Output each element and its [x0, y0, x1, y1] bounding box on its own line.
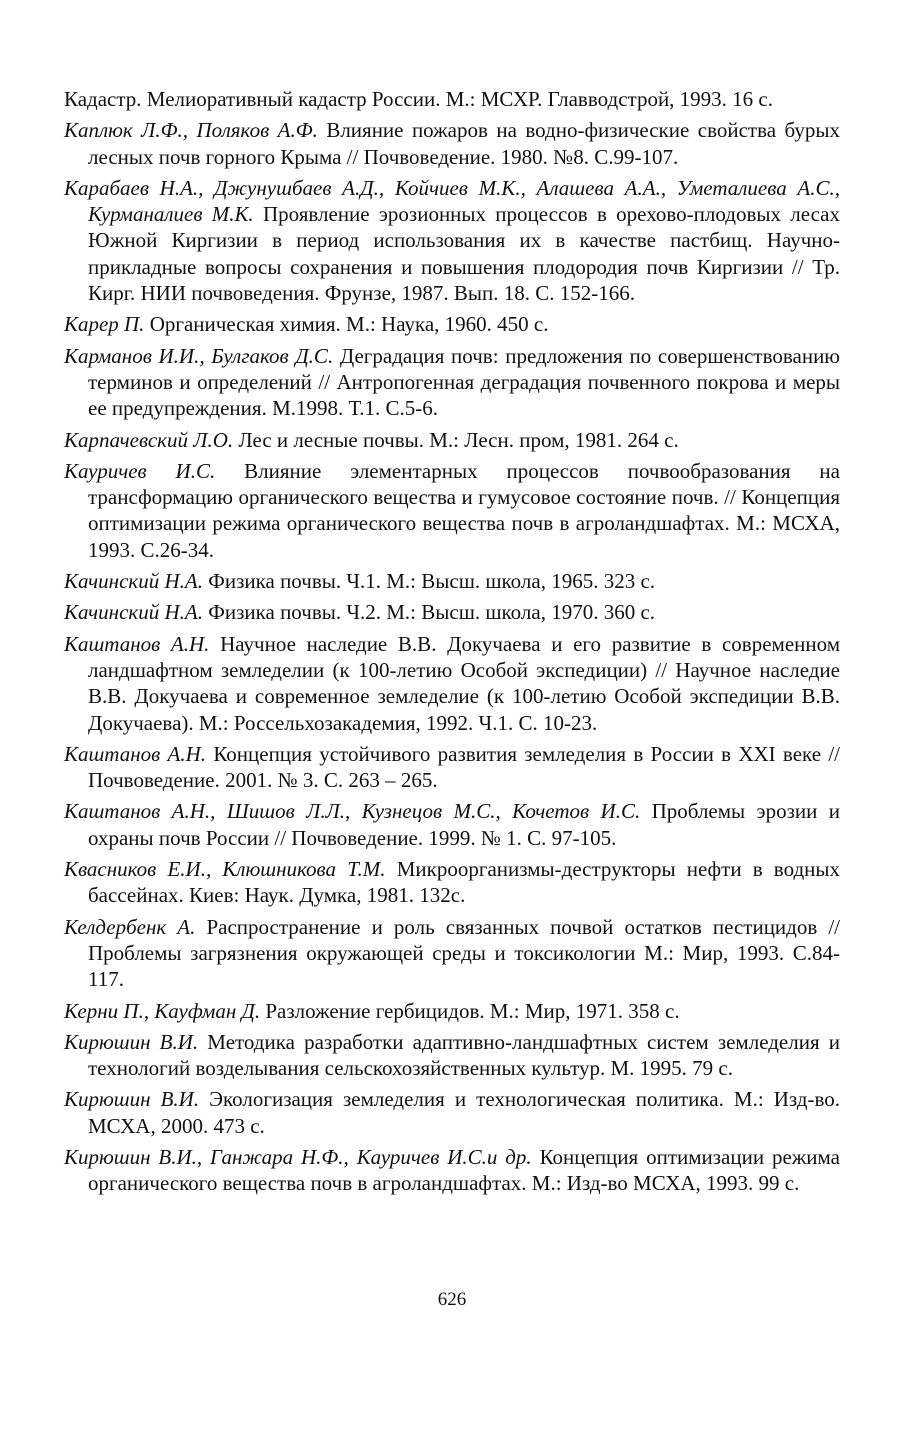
reference-authors: Керни П., Кауфман Д.: [64, 998, 261, 1023]
reference-entry: [64, 914, 840, 993]
reference-authors: Качинский Н.А.: [64, 569, 203, 594]
reference-entry: [64, 117, 840, 170]
reference-authors: Кирюшин В.И., Ганжара Н.Ф., Кауричев И.С.и др.: [64, 1144, 532, 1169]
reference-text: Распространение и роль связанных почвой остатков пестицидов // Проблемы загрязнения окружающей среды и токсикологии М.: Мир, 1993. С.84-117.: [88, 914, 841, 992]
reference-text: Проявление эрозионных процессов в орехово-плодовых лесах Южной Киргизии в период использования их в качестве пастбищ. Научно-прикладные вопросы сохранения и повышения плодородия почв Киргизии // Тр. Кирг. НИИ почвоведения. Фрунзе, 1987. Вып. 18. С. 152-166.: [88, 202, 840, 306]
reference-authors: Квасников Е.И., Клюшникова Т.М.: [64, 857, 386, 882]
reference-entry: [64, 856, 840, 909]
reference-entry: [64, 599, 840, 625]
reference-entry: [64, 631, 840, 736]
reference-authors: Карабаев Н.А., Джунушбаев А.Д., Койчиев М.К., Алашева А.А., Уметалиева А.С., Курманалиев М.К.: [64, 175, 840, 227]
page-number: 626: [437, 1289, 467, 1310]
reference-text: Научное наследие В.В. Докучаева и его развитие в современном ландшафтном земледелии (к 100-летию Особой экспедиции) // Научное наследие В.В. Докучаева и современное земледелие (к 100-летию Особой экспедиции В.В. Докучаева). М.: Россельхозакадемия, 1992. Ч.1. С. 10-23.: [88, 631, 841, 735]
reference-text: Экологизация земледелия и технологическая политика. М.: Изд-во. МСХА, 2000. 473 с.: [88, 1087, 841, 1138]
reference-authors: Кауричев И.С.: [64, 458, 216, 483]
reference-authors: Кирюшин В.И.: [64, 1087, 200, 1112]
reference-entry: [64, 741, 840, 794]
reference-entry: [64, 1144, 840, 1197]
reference-text: Разложение гербицидов. М.: Мир, 1971. 358 с.: [265, 998, 680, 1023]
reference-text: Физика почвы. Ч.2. М.: Высш. школа, 1970. 360 с.: [208, 600, 656, 625]
reference-authors: Карер П.: [64, 312, 145, 337]
reference-text: Методика разработки адаптивно-ландшафтных систем земледелия и технологий возделывания сельскохозяйственных культур. М. 1995. 79 с.: [88, 1029, 841, 1081]
reference-authors: Карпачевский Л.О.: [64, 427, 234, 452]
reference-authors: Келдербенк А.: [64, 914, 196, 939]
reference-text: Влияние элементарных процессов почвообразования на трансформацию органического вещества и гумусовое состояние почв. // Концепция оптимизации режима органического вещества почв в агроландшафтах. М.: МСХА, 1993. С.26-34.: [88, 458, 840, 562]
reference-entry: [64, 86, 840, 112]
reference-entry: [64, 458, 840, 563]
reference-text: Деградация почв: предложения по совершенствованию терминов и определений // Антропогенная деградация почвенного покрова и меры ее предупреждения. М.1998. Т.1. С.5-6.: [88, 343, 840, 421]
reference-entry: [64, 998, 840, 1024]
reference-authors: Карманов И.И., Булгаков Д.С.: [64, 343, 334, 368]
reference-authors: Каштанов А.Н., Шишов Л.Л., Кузнецов М.С., Кочетов И.С.: [64, 799, 641, 824]
reference-authors: Каштанов А.Н.: [64, 741, 207, 766]
reference-text: Концепция устойчивого развития земледелия в России в XXI веке // Почвоведение. 2001. № 3. С. 263 – 265.: [88, 741, 840, 793]
reference-entry: [64, 568, 840, 594]
reference-text: Органическая химия. М.: Наука, 1960. 450 с.: [149, 312, 549, 337]
reference-entry: [64, 1029, 840, 1082]
reference-entry: [64, 1086, 840, 1139]
reference-authors: Кирюшин В.И.: [64, 1029, 199, 1054]
reference-text: Концепция оптимизации режима органического вещества почв в агроландшафтах. М.: Изд-во МСХА, 1993. 99 с.: [88, 1144, 841, 1196]
reference-entry: [64, 343, 840, 422]
reference-list: [64, 86, 840, 1202]
reference-entry: [64, 311, 840, 337]
reference-text: Влияние пожаров на водно-физические свойства бурых лесных почв горного Крыма // Почвоведение. 1980. №8. С.99-107.: [88, 118, 840, 169]
reference-authors: Каштанов А.Н.: [64, 631, 210, 656]
reference-text: Физика почвы. Ч.1. М.: Высш. школа, 1965. 323 с.: [208, 569, 656, 594]
reference-entry: [64, 427, 840, 453]
reference-text: Проблемы эрозии и охраны почв России // Почвоведение. 1999. № 1. С. 97-105.: [88, 799, 840, 850]
reference-entry: [64, 798, 840, 851]
reference-text: Кадастр. Мелиоративный кадастр России. М.: МСХР. Главводстрой, 1993. 16 с.: [64, 87, 774, 111]
reference-text: Микроорганизмы-деструкторы нефти в водных бассейнах. Киев: Наук. Думка, 1981. 132с.: [88, 857, 841, 908]
reference-authors: Каплюк Л.Ф., Поляков А.Ф.: [64, 118, 318, 143]
reference-entry: [64, 175, 840, 306]
reference-text: Лес и лесные почвы. М.: Лесн. пром, 1981. 264 с.: [238, 427, 679, 452]
reference-authors: Качинский Н.А.: [64, 600, 203, 625]
